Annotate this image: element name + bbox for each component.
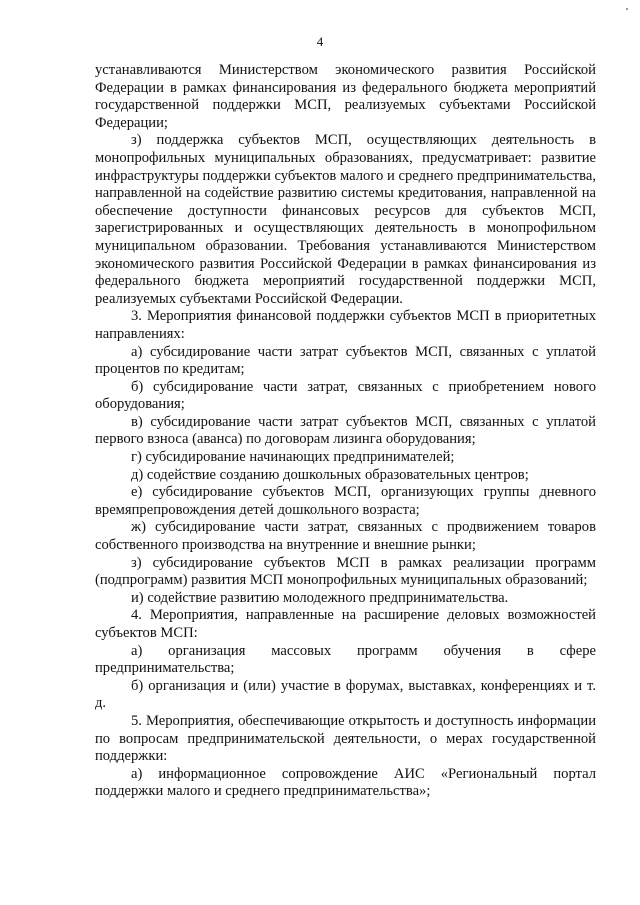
page-number: 4 [316, 34, 324, 49]
paragraph-section-4: 4. Мероприятия, направленные на расширение деловых возможностей субъектов МСП: [95, 607, 596, 641]
body-text [95, 62, 596, 801]
paragraph-3-d: д) содействие созданию дошкольных образовательных центров; [131, 466, 529, 483]
paragraph-3-a: а) субсидирование части затрат субъектов МСП, связанных с уплатой процентов по кредитам; [95, 343, 596, 378]
paragraph-3-i: и) содействие развитию молодежного предпринимательства. [131, 589, 509, 606]
paragraph-section-5: 5. Мероприятия, обеспечивающие открытость и доступность информации по вопросам предпринимательской деятельности, о мерах государственной поддержки: [95, 712, 596, 765]
paragraph-4-a: а) организация массовых программ обучения в сфере предпринимательства; [95, 642, 596, 677]
paragraph-item-z-monotowns: з) поддержка субъектов МСП, осуществляющих деятельность в монопрофильных муниципальных образованиях, предусматривает: развитие инфраструктуры поддержки субъектов малого и среднего предпринимательства, направленной на содействие развитию системы кредитования, направленной на обеспечение доступности финансовых ресурсов для субъектов МСП, зарегистрированных и осуществляющих деятельность в монопрофильном муниципальном образовании. Требования устанавливаются Министерством экономического развития Российской Федерации в рамках финансирования из федерального бюджета мероприятий государственной поддержки МСП, реализуемых субъектами Российской Федерации. [95, 132, 596, 307]
paragraph-continuation: устанавливаются Министерством экономического развития Российской Федерации в рамках финансирования из федерального бюджета мероприятий государственной поддержки МСП, реализуемых субъектами Российской Федерации; [95, 62, 596, 131]
paragraph-3-v: в) субсидирование части затрат субъектов МСП, связанных с уплатой первого взноса (аванса) по договорам лизинга оборудования; [95, 413, 596, 448]
paragraph-3-z: з) субсидирование субъектов МСП в рамках реализации программ (подпрограмм) развития МСП монопрофильных муниципальных образований; [95, 554, 596, 589]
paragraph-3-zh: ж) субсидирование части затрат, связанных с продвижением товаров собственного производства на внутренние и внешние рынки; [95, 519, 596, 554]
paragraph-3-g: г) субсидирование начинающих предпринимателей; [131, 449, 455, 466]
paragraph-section-3: 3. Мероприятия финансовой поддержки субъектов МСП в приоритетных направлениях: [95, 308, 596, 342]
scan-dot [626, 8, 628, 10]
paragraph-5-a: а) информационное сопровождение АИС «Региональный портал поддержки малого и среднего предпринимательства»; [95, 765, 596, 800]
paragraph-4-b: б) организация и (или) участие в форумах, выставках, конференциях и т. д. [95, 677, 596, 712]
paragraph-3-b: б) субсидирование части затрат, связанных с приобретением нового оборудования; [95, 378, 596, 413]
paragraph-3-e: е) субсидирование субъектов МСП, организующих группы дневного времяпрепровождения детей дошкольного возраста; [95, 484, 596, 518]
